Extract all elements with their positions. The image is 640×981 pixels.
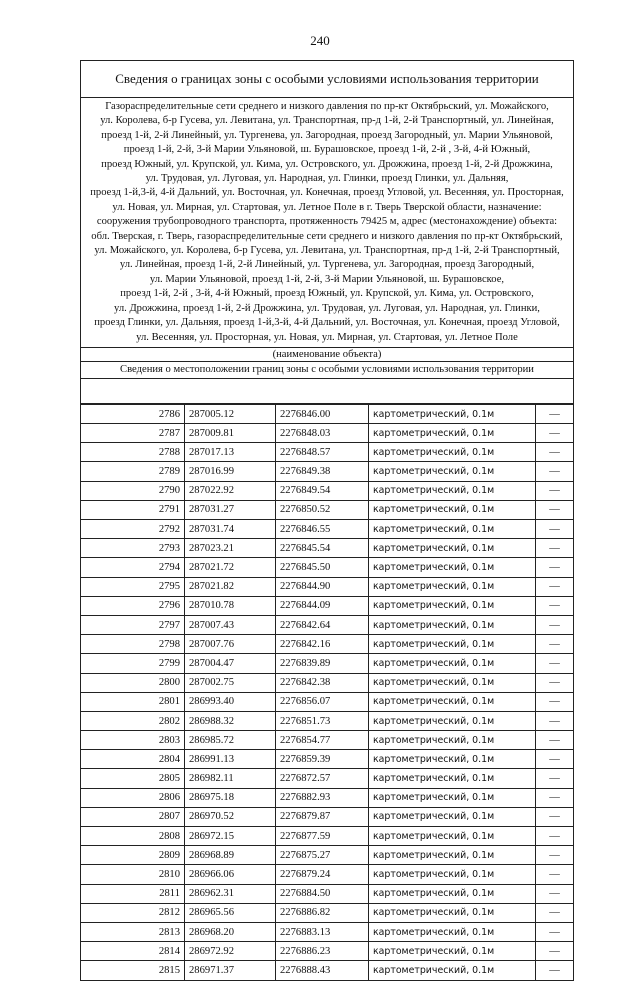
table-row	[81, 500, 573, 519]
description-cell: —	[536, 846, 574, 865]
coord-y: 2276884.50	[276, 884, 369, 903]
coord-y: 2276848.57	[276, 443, 369, 462]
method-accuracy: картометрический, 0.1м	[369, 462, 536, 481]
description-cell: —	[536, 443, 574, 462]
coord-y: 2276842.16	[276, 635, 369, 654]
description-cell: —	[536, 673, 574, 692]
method-accuracy: картометрический, 0.1м	[369, 846, 536, 865]
document-title: Сведения о границах зоны с особыми условиями использования территории	[81, 61, 573, 98]
method-accuracy: картометрический, 0.1м	[369, 884, 536, 903]
method-accuracy: картометрический, 0.1м	[369, 481, 536, 500]
point-number: 2801	[81, 692, 185, 711]
table-row	[81, 577, 573, 596]
description-line: ул. Королева, б-р Гусева, ул. Левитана, ул. Транспортная, пр-д 1-й, 2-й Транспортный, ул. Линейная,	[100, 115, 554, 127]
description-cell: —	[536, 558, 574, 577]
description-cell: —	[536, 404, 574, 423]
table-row	[81, 558, 573, 577]
coord-x: 287007.43	[185, 615, 276, 634]
description-cell: —	[536, 654, 574, 673]
coord-y: 2276879.87	[276, 807, 369, 826]
method-accuracy: картометрический, 0.1м	[369, 615, 536, 634]
table-row	[81, 654, 573, 673]
object-name-label: (наименование объекта)	[81, 348, 573, 362]
table-row	[81, 769, 573, 788]
method-accuracy: картометрический, 0.1м	[369, 539, 536, 558]
table-row	[81, 443, 573, 462]
coord-x: 287004.47	[185, 654, 276, 673]
point-number: 2789	[81, 462, 185, 481]
point-number: 2810	[81, 865, 185, 884]
coord-y: 2276844.90	[276, 577, 369, 596]
point-number: 2799	[81, 654, 185, 673]
description-line: проезд 1-й, 2-й , 3-й, 4-й Южный, проезд Южный, ул. Крупской, ул. Кима, ул. Островского,	[120, 288, 534, 300]
table-row	[81, 673, 573, 692]
coord-y: 2276850.52	[276, 500, 369, 519]
point-number: 2792	[81, 520, 185, 539]
method-accuracy: картометрический, 0.1м	[369, 404, 536, 423]
table-row	[81, 596, 573, 615]
point-number: 2807	[81, 807, 185, 826]
method-accuracy: картометрический, 0.1м	[369, 577, 536, 596]
description-cell: —	[536, 615, 574, 634]
description-cell: —	[536, 922, 574, 941]
point-number: 2790	[81, 481, 185, 500]
coord-x: 287009.81	[185, 424, 276, 443]
coord-y: 2276872.57	[276, 769, 369, 788]
coord-y: 2276886.23	[276, 942, 369, 961]
coord-y: 2276851.73	[276, 711, 369, 730]
coord-x: 287021.82	[185, 577, 276, 596]
table-row	[81, 539, 573, 558]
coord-x: 286982.11	[185, 769, 276, 788]
method-accuracy: картометрический, 0.1м	[369, 424, 536, 443]
point-number: 2791	[81, 500, 185, 519]
coord-y: 2276877.59	[276, 827, 369, 846]
coord-y: 2276849.54	[276, 481, 369, 500]
table-row	[81, 711, 573, 730]
description-cell: —	[536, 635, 574, 654]
coord-y: 2276883.13	[276, 922, 369, 941]
description-cell: —	[536, 942, 574, 961]
description-cell: —	[536, 865, 574, 884]
description-cell: —	[536, 424, 574, 443]
description-line: проезд 1-й, 2-й Линейный, ул. Тургенева, ул. Загородная, проезд Загородный, ул. Марии Ульяновой,	[101, 129, 553, 141]
method-accuracy: картометрический, 0.1м	[369, 711, 536, 730]
point-number: 2815	[81, 961, 185, 980]
coord-y: 2276848.03	[276, 424, 369, 443]
description-cell: —	[536, 827, 574, 846]
method-accuracy: картометрический, 0.1м	[369, 769, 536, 788]
table-row	[81, 827, 573, 846]
coord-x: 287010.78	[185, 596, 276, 615]
method-accuracy: картометрический, 0.1м	[369, 827, 536, 846]
method-accuracy: картометрический, 0.1м	[369, 673, 536, 692]
coord-x: 287022.92	[185, 481, 276, 500]
description-line: ул. Новая, ул. Мирная, ул. Стартовая, ул. Летное Поле в г. Тверь Тверской области, назначение:	[112, 201, 542, 213]
description-cell: —	[536, 788, 574, 807]
table-row	[81, 481, 573, 500]
coord-x: 286972.15	[185, 827, 276, 846]
description-line: проезд Южный, ул. Крупской, ул. Кима, ул. Островского, ул. Дрожжина, проезд 1-й, 2-й Дрожжина,	[101, 158, 553, 170]
point-number: 2805	[81, 769, 185, 788]
description-cell: —	[536, 807, 574, 826]
description-cell: —	[536, 769, 574, 788]
table-row	[81, 846, 573, 865]
table-row	[81, 788, 573, 807]
table-row	[81, 884, 573, 903]
point-number: 2813	[81, 922, 185, 941]
table-row	[81, 807, 573, 826]
point-number: 2804	[81, 750, 185, 769]
coord-y: 2276839.89	[276, 654, 369, 673]
coord-x: 287002.75	[185, 673, 276, 692]
method-accuracy: картометрический, 0.1м	[369, 807, 536, 826]
coord-y: 2276859.39	[276, 750, 369, 769]
point-number: 2809	[81, 846, 185, 865]
method-accuracy: картометрический, 0.1м	[369, 520, 536, 539]
coord-x: 287007.76	[185, 635, 276, 654]
table-row	[81, 903, 573, 922]
point-number: 2797	[81, 615, 185, 634]
coord-x: 286975.18	[185, 788, 276, 807]
method-accuracy: картометрический, 0.1м	[369, 443, 536, 462]
description-cell: —	[536, 520, 574, 539]
coord-y: 2276846.00	[276, 404, 369, 423]
description-line: ул. Трудовая, ул. Луговая, ул. Народная, ул. Глинки, проезд Глинки, ул. Дальняя,	[145, 173, 509, 185]
method-accuracy: картометрический, 0.1м	[369, 922, 536, 941]
point-number: 2808	[81, 827, 185, 846]
description-cell: —	[536, 884, 574, 903]
description-line: ул. Линейная, проезд 1-й, 2-й Линейный, ул. Тургенева, ул. Загородная, проезд Загородный,	[119, 259, 535, 271]
coord-y: 2276842.38	[276, 673, 369, 692]
method-accuracy: картометрический, 0.1м	[369, 596, 536, 615]
point-number: 2803	[81, 731, 185, 750]
description-line: обл. Тверская, г. Тверь, газораспределительные сети среднего и низкого давления по пр-кт Октябрьский,	[91, 230, 563, 242]
method-accuracy: картометрический, 0.1м	[369, 558, 536, 577]
description-line: сооружения трубопроводного транспорта, протяженность 79425 м, адрес (местонахождение) объекта:	[96, 216, 558, 228]
description-line: ул. Марии Ульяновой, проезд 1-й, 2-й, 3-й Марии Ульяновой, ш. Бурашовское,	[149, 273, 505, 285]
coord-x: 287005.12	[185, 404, 276, 423]
description-line: ул. Дрожжина, проезд 1-й, 2-й Дрожжина, ул. Трудовая, ул. Луговая, ул. Народная, ул. Глинки,	[114, 302, 540, 314]
description-cell: —	[536, 500, 574, 519]
point-number: 2787	[81, 424, 185, 443]
point-number: 2812	[81, 903, 185, 922]
table-row	[81, 520, 573, 539]
coord-x: 286968.20	[185, 922, 276, 941]
column-header-row	[81, 379, 573, 404]
coord-x: 286970.52	[185, 807, 276, 826]
coord-x: 287016.99	[185, 462, 276, 481]
method-accuracy: картометрический, 0.1м	[369, 788, 536, 807]
coord-x: 286968.89	[185, 846, 276, 865]
method-accuracy: картометрический, 0.1м	[369, 731, 536, 750]
coord-x: 286971.37	[185, 961, 276, 980]
point-number: 2794	[81, 558, 185, 577]
description-cell: —	[536, 903, 574, 922]
point-number: 2786	[81, 404, 185, 423]
description-cell: —	[536, 596, 574, 615]
point-number: 2793	[81, 539, 185, 558]
point-number: 2798	[81, 635, 185, 654]
description-cell: —	[536, 750, 574, 769]
coord-x: 287021.72	[185, 558, 276, 577]
table-row	[81, 635, 573, 654]
method-accuracy: картометрический, 0.1м	[369, 500, 536, 519]
description-cell: —	[536, 961, 574, 980]
table-row	[81, 462, 573, 481]
description-line: проезд Глинки, ул. Дальняя, проезд 1-й,3-й, 4-й Дальний, ул. Восточная, ул. Конечная, проезд Угловой,	[94, 317, 560, 329]
coordinates-table	[81, 404, 573, 980]
coord-y: 2276849.38	[276, 462, 369, 481]
point-number: 2800	[81, 673, 185, 692]
table-row	[81, 424, 573, 443]
coord-y: 2276886.82	[276, 903, 369, 922]
coord-x: 286988.32	[185, 711, 276, 730]
description-cell: —	[536, 711, 574, 730]
coord-x: 286993.40	[185, 692, 276, 711]
coord-x: 287017.13	[185, 443, 276, 462]
description-cell: —	[536, 731, 574, 750]
document-frame	[80, 60, 574, 981]
coord-y: 2276875.27	[276, 846, 369, 865]
description-cell: —	[536, 539, 574, 558]
page-number: 240	[310, 33, 330, 48]
table-row	[81, 692, 573, 711]
location-header: Сведения о местоположении границ зоны с особыми условиями использования территории	[81, 362, 573, 379]
description-line: проезд 1-й, 2-й, 3-й Марии Ульяновой, ш. Бурашовское, проезд 1-й, 2-й , 3-й, 4-й Южный,	[123, 144, 531, 156]
point-number: 2811	[81, 884, 185, 903]
method-accuracy: картометрический, 0.1м	[369, 692, 536, 711]
table-row	[81, 404, 573, 423]
coord-x: 286965.56	[185, 903, 276, 922]
description-line: ул. Можайского, ул. Королева, б-р Гусева, ул. Левитана, ул. Транспортная, пр-д 1-й, 2-й Транспортный,	[94, 245, 560, 257]
point-number: 2814	[81, 942, 185, 961]
method-accuracy: картометрический, 0.1м	[369, 750, 536, 769]
coord-x: 286966.06	[185, 865, 276, 884]
object-description	[81, 98, 573, 348]
method-accuracy: картометрический, 0.1м	[369, 654, 536, 673]
description-line: Газораспределительные сети среднего и низкого давления по пр-кт Октябрьский, ул. Можайского,	[105, 101, 549, 112]
method-accuracy: картометрический, 0.1м	[369, 865, 536, 884]
table-row	[81, 961, 573, 980]
coord-x: 287031.27	[185, 500, 276, 519]
point-number: 2802	[81, 711, 185, 730]
coord-x: 286962.31	[185, 884, 276, 903]
method-accuracy: картометрический, 0.1м	[369, 942, 536, 961]
method-accuracy: картометрический, 0.1м	[369, 903, 536, 922]
coord-y: 2276888.43	[276, 961, 369, 980]
coord-y: 2276856.07	[276, 692, 369, 711]
description-line: проезд 1-й,3-й, 4-й Дальний, ул. Восточная, ул. Конечная, проезд Угловой, ул. Весенняя, ул. Просторная,	[90, 187, 564, 199]
description-cell: —	[536, 481, 574, 500]
coord-y: 2276844.09	[276, 596, 369, 615]
point-number: 2795	[81, 577, 185, 596]
point-number: 2788	[81, 443, 185, 462]
description-cell: —	[536, 462, 574, 481]
point-number: 2806	[81, 788, 185, 807]
coord-x: 287023.21	[185, 539, 276, 558]
coord-x: 286985.72	[185, 731, 276, 750]
coord-y: 2276845.50	[276, 558, 369, 577]
coord-y: 2276842.64	[276, 615, 369, 634]
description-cell: —	[536, 577, 574, 596]
table-row	[81, 615, 573, 634]
point-number: 2796	[81, 596, 185, 615]
coord-y: 2276846.55	[276, 520, 369, 539]
method-accuracy: картометрический, 0.1м	[369, 961, 536, 980]
coord-y: 2276879.24	[276, 865, 369, 884]
table-row	[81, 731, 573, 750]
table-row	[81, 750, 573, 769]
table-row	[81, 942, 573, 961]
coord-x: 287031.74	[185, 520, 276, 539]
table-row	[81, 865, 573, 884]
description-line: ул. Весенняя, ул. Просторная, ул. Новая, ул. Мирная, ул. Стартовая, ул. Летное Поле	[136, 331, 518, 343]
coord-y: 2276845.54	[276, 539, 369, 558]
coord-x: 286972.92	[185, 942, 276, 961]
description-cell: —	[536, 692, 574, 711]
coord-y: 2276882.93	[276, 788, 369, 807]
coord-y: 2276854.77	[276, 731, 369, 750]
table-row	[81, 922, 573, 941]
coord-x: 286991.13	[185, 750, 276, 769]
method-accuracy: картометрический, 0.1м	[369, 635, 536, 654]
